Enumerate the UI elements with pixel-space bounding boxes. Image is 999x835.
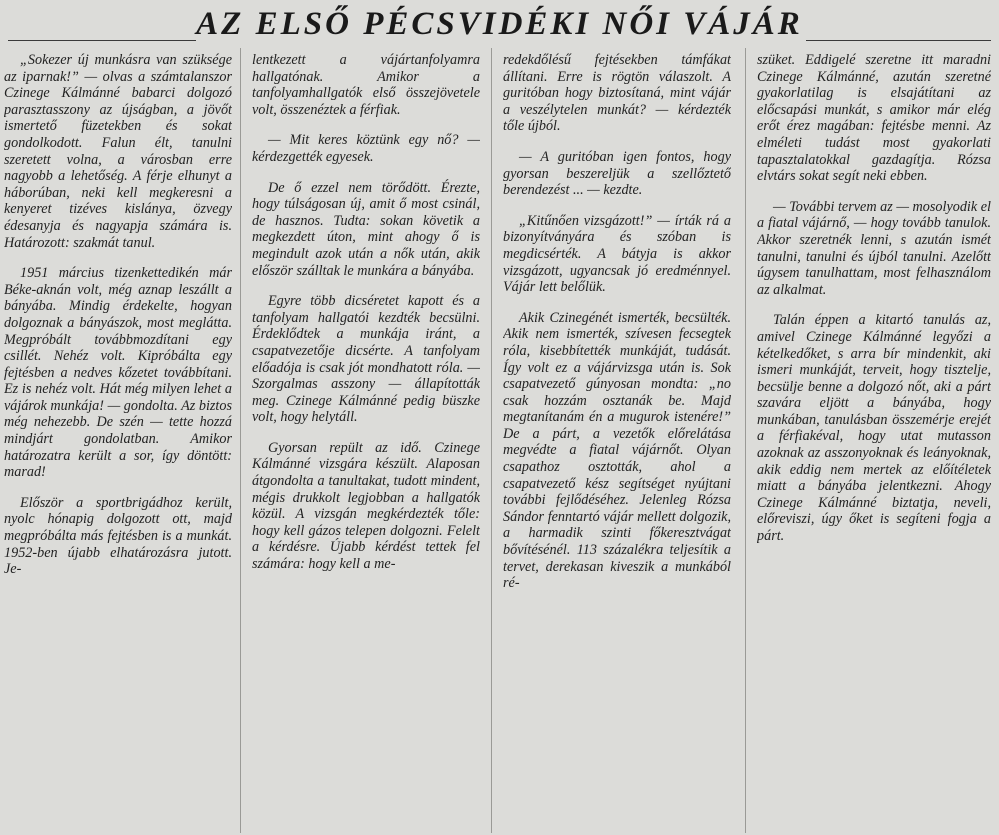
paragraph: Először a sportbrigádhoz került, nyolc hónapig dolgozott ott, majd megpróbálta más fejtésben is a munkát. 1952-ben újabb elhatározásra jutott. Je- — [4, 494, 232, 578]
column-divider — [745, 48, 746, 833]
column-divider — [240, 48, 241, 833]
paragraph: redekdőlésű fejtésekben támfákat állítani. Erre is rögtön válaszolt. A guritóban hogy biztosítaná, mint vájár a veszélytelen munkát? — kérdezték tőle újból. — [503, 52, 731, 135]
article-column-4 — [757, 52, 991, 832]
article-column-1 — [4, 52, 232, 832]
article-headline: AZ ELSŐ PÉCSVIDÉKI NŐI VÁJÁR — [196, 6, 803, 42]
paragraph: De ő ezzel nem törődött. Érezte, hogy túlságosan új, amit ő most csinál, de hasznos. Tudta: sokan követik a megkezdett úton, mint ahogy ő is megindult azok után a nők után, akik először szálltak le munkára a bányába. — [252, 179, 480, 279]
article-column-2 — [252, 52, 480, 832]
paragraph: Talán éppen a kitartó tanulás az, amivel Czinege Kálmánné legyőzi a kételkedőket, s arra bír mindenkit, aki ismeri munkáját, terveit, hogy tisztelje, becsülje benne a dolgozó nőt, aki a párt szavára eljött a bányába, hogy munkában, tanulásban összemérje erejét a férfiakéval, hogy utat mutasson azoknak az asszonyoknak és leányoknak, akik eddig nem mertek az előítéletek miatt a bányába jelentkezni. Ahogy Czinege Kálmánné biztatja, neveli, előreviszi, úgy őket is segíteni fogja a párt. — [757, 312, 991, 545]
paragraph: — A guritóban igen fontos, hogy gyorsan beszereljük a szellőztető berendezést ... — kezdte. — [503, 148, 731, 199]
paragraph: „Sokezer új munkásra van szüksége az iparnak!” — olvas a számtalanszor Czinege Kálmánné babarci dolgozó parasztasszony az újságban, a jövőt ismertető füzetekben és sokat gondolkodott. Falun élt, tanulni szeretett volna, a városban erre nagyobb a lehetőség. A férje elhunyt a háborúban, neki kell megkeresni a kenyeret tizéves kislánya, özvegy édesanyja és nagyapja számára is. Határozott: szakmát tanul. — [4, 52, 232, 251]
paragraph: Gyorsan repült az idő. Czinege Kálmánné vizsgára készült. Alaposan átgondolta a tanultakat, tudott mindent, mégis drukkolt legjobban a hallgatók közül. A vizsgán megkérdezték tőle: hogy kell gázos telepen dolgozni. Felelt a kérdésre. Újabb kérdést tettek fel számára: hogy kell a me- — [252, 439, 480, 573]
paragraph: „Kitűnően vizsgázott!” — írták rá a bizonyítványára és szóban is megdicsérték. A bátyja is akkor vizsgázott, ugyancsak jó eredménnyel. Vájár lett belőlük. — [503, 212, 731, 296]
paragraph: szüket. Eddigelé szeretne itt maradni Czinege Kálmánné, azután szeretné gyakorlatilag is elsajátítani az előcsapási munkát, s amikor már elég erőt érez magában: fejtésbe menni. Az elméleti tudást most gyakorlati tapasztalatokkal gazdagítja. Rózsa elvtárs sokat segít neki ebben. — [757, 52, 991, 185]
paragraph: — További tervem az — mosolyodik el a fiatal vájárnő, — hogy tovább tanulok. Akkor szeretnék lenni, s azután ismét tanulni, tanulni és újból tanulni. Azelőtt úgysem tanulhattam, most felhasználom az alkalmat. — [757, 198, 991, 298]
paragraph: lentkezett a vájártanfolyamra hallgatónak. Amikor a tanfolyamhallgatók első összejövetele volt, összenéztek a férfiak. — [252, 52, 480, 118]
paragraph: Akik Czinegénét ismerték, becsülték. Akik nem ismerték, szívesen fecsegtek róla, kisebbítették munkáját, tudását. Így volt ez a vájárvizsga után is. Sok csapatvezető gúnyosan mondta: „no csak hozzám osztanák be. Majd megtanítanám én a mugurok istenére!” De a párt, a vezetők előrelátása megvédte a fiatal vájárnőt. Olyan csapathoz osztották, ahol a csapatvezető kész segítséget nyújtani további fejlődéséhez. Jelenleg Rózsa Sándor fenntartó vájár mellett dolgozik, a harmadik szinti főkeresztvágat bővítésénél. 113 százalékra teljesítik a tervet, derekasan kiveszik a munkából ré- — [503, 309, 731, 592]
paragraph: 1951 március tizenkettedikén már Béke-aknán volt, még aznap leszállt a bányába. Mindig érdekelte, hogyan dolgoznak a bányászok, most meglátta. Megpróbált továbbmozdítani egy csillét. Nehéz volt. Kipróbálta egy fejtésben a nedves kőzetet továbbítani. Ez is nehéz volt. Hát még milyen lehet a vájárok munkája! — gondolta. Az biztos még nehezebb. De szén — tette hozzá mindjárt gondolatban. Amikor határozatra került a sor, így döntött: marad! — [4, 265, 232, 481]
paragraph: — Mit keres köztünk egy nő? — kérdezgették egyesek. — [252, 132, 480, 165]
article-column-3 — [503, 52, 731, 832]
column-divider — [491, 48, 492, 833]
paragraph: Egyre több dicséretet kapott és a tanfolyam hallgatói kezdték becsülni. Érdeklődtek a munkája iránt, a csapatvezetője dicsérte. A tanfolyam előadója is csak jót mondhatott róla. — Szorgalmas asszony — állapították meg. Czinege Kálmánné pedig büszke volt, hogy helytáll. — [252, 293, 480, 426]
